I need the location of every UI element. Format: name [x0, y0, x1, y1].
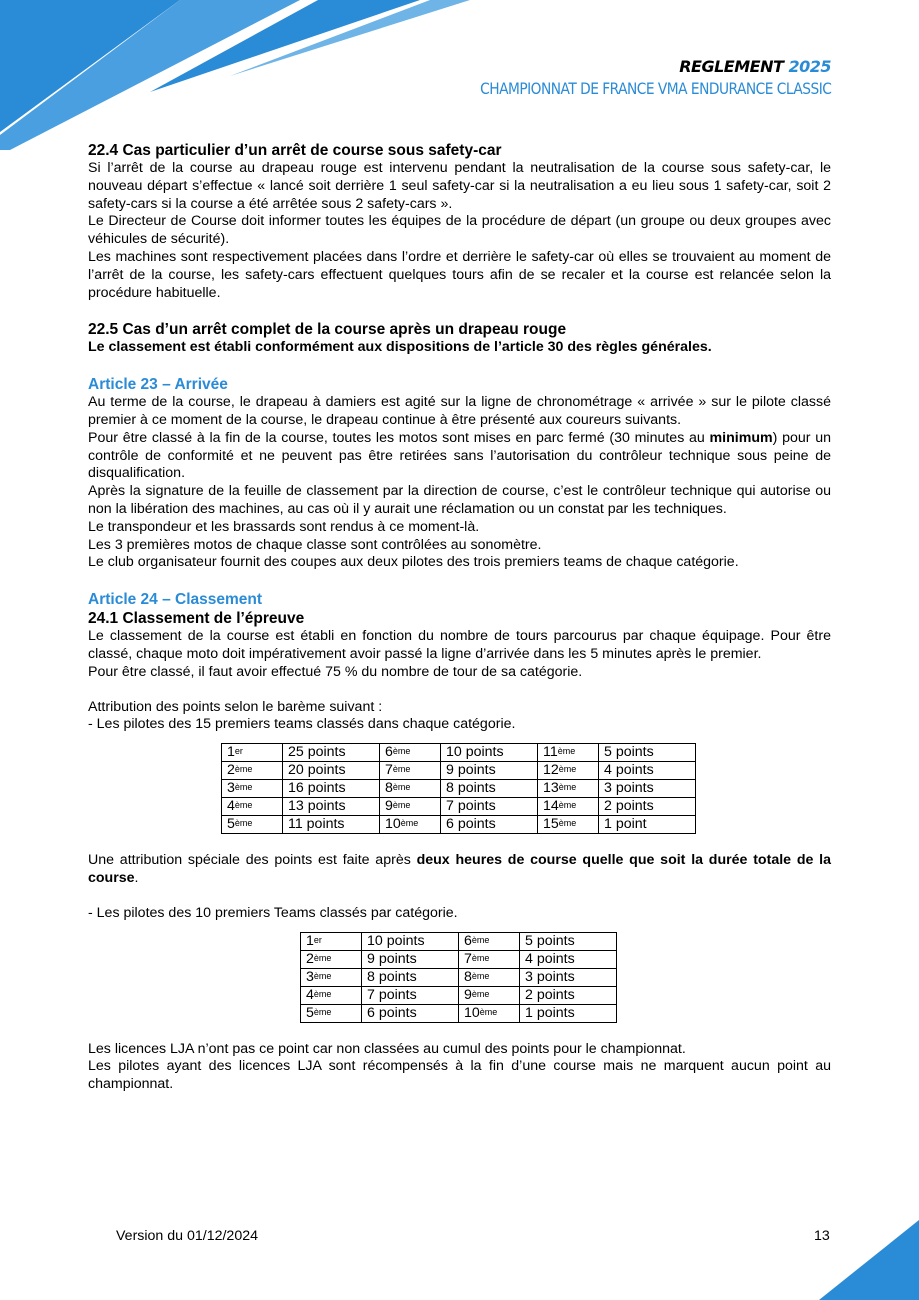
section-22-4-heading: 22.4 Cas particulier d’un arrêt de course sous safety-car — [88, 142, 502, 159]
article-24-heading: Article 24 – Classement — [88, 591, 263, 609]
points-cell: 25 points — [283, 744, 380, 762]
document-header — [423, 56, 831, 100]
points-cell: 20 points — [283, 762, 380, 780]
points-cell: 1 points — [520, 1004, 617, 1022]
points-cell: 6 points — [362, 1004, 459, 1022]
championship-name: CHAMPIONNAT DE FRANCE VMA ENDURANCE CLASSIC — [479, 79, 831, 98]
section-24-1-heading: 24.1 Classement de l’épreuve — [88, 610, 305, 628]
table-row — [301, 932, 617, 950]
paragraph: Les pilotes ayant des licences LJA sont récompensés à la fin d’une course mais ne marquent aucun point au championnat. — [88, 1058, 831, 1093]
paragraph: Le Directeur de Course doit informer toutes les équipes de la procédure de départ (un groupe ou deux groupes avec véhicules de sécurité). — [88, 213, 831, 248]
paragraph: Au terme de la course, le drapeau à damiers est agité sur la ligne de chronométrage « arrivée » sur le pilote classé premier à ce moment de la course, le drapeau continue à être présenté aux coureurs suivants. — [88, 394, 831, 428]
paragraph: Attribution des points selon le barème suivant : — [88, 698, 383, 715]
points-cell: 9 points — [441, 762, 538, 780]
section-22-5-heading: 22.5 Cas d’un arrêt complet de la course après un drapeau rouge — [88, 321, 567, 339]
paragraph: Les 3 premières motos de chaque classe sont contrôlées au sonomètre. — [88, 536, 542, 553]
rank-cell: 15ème — [538, 816, 599, 834]
rank-cell: 7ème — [459, 950, 520, 968]
paragraph: Après la signature de la feuille de classement par la direction de course, c’est le contrôleur technique qui autorise ou non la libération des machines, au cas où il y aurait une réclamation ou un constat par les techniques. — [88, 483, 831, 517]
paragraph: Pour être classé, il faut avoir effectué 75 % du nombre de tour de sa catégorie. — [88, 663, 583, 680]
table-row — [222, 816, 696, 834]
rank-cell: 9ème — [380, 798, 441, 816]
rank-cell: 8ème — [459, 968, 520, 986]
points-cell: 2 points — [599, 798, 696, 816]
header-title — [423, 56, 831, 78]
rank-cell: 2ème — [301, 950, 362, 968]
rank-cell: 6ème — [380, 744, 441, 762]
rank-cell: 10ème — [459, 1004, 520, 1022]
points-cell: 5 points — [599, 744, 696, 762]
rank-cell: 11ème — [538, 744, 599, 762]
points-cell: 10 points — [362, 932, 459, 950]
table-row — [301, 968, 617, 986]
regulation-label: REGLEMENT — [679, 57, 784, 76]
paragraph: Le classement est établi conformément aux dispositions de l’article 30 des règles générales. — [88, 339, 712, 356]
points-cell: 5 points — [520, 932, 617, 950]
paragraph: Les licences LJA n’ont pas ce point car non classées au cumul des points pour le championnat. — [88, 1040, 686, 1057]
points-cell: 8 points — [362, 968, 459, 986]
footer-corner-decoration — [819, 1220, 919, 1300]
table-row — [301, 1004, 617, 1022]
points-cell: 3 points — [599, 780, 696, 798]
rank-cell: 5ème — [222, 816, 283, 834]
rank-cell: 1er — [301, 932, 362, 950]
points-cell: 13 points — [283, 798, 380, 816]
rank-cell: 4ème — [301, 986, 362, 1004]
table-row — [222, 798, 696, 816]
rank-cell: 4ème — [222, 798, 283, 816]
points-cell: 1 point — [599, 816, 696, 834]
table-row — [301, 950, 617, 968]
document-body — [88, 141, 831, 1094]
paragraph: Le transpondeur et les brassards sont rendus à ce moment-là. — [88, 518, 480, 535]
paragraph: Le club organisateur fournit des coupes aux deux pilotes des trois premiers teams de chaque catégorie. — [88, 554, 739, 571]
points-cell: 2 points — [520, 986, 617, 1004]
rank-cell: 3ème — [222, 780, 283, 798]
rank-cell: 1er — [222, 744, 283, 762]
page-number: 13 — [814, 1228, 830, 1244]
points-cell: 3 points — [520, 968, 617, 986]
points-cell: 7 points — [441, 798, 538, 816]
rank-cell: 2ème — [222, 762, 283, 780]
rank-cell: 7ème — [380, 762, 441, 780]
header-stripes-decoration — [0, 0, 480, 150]
table-row — [222, 744, 696, 762]
points-cell: 7 points — [362, 986, 459, 1004]
paragraph: Le classement de la course est établi en fonction du nombre de tours parcourus par chaque équipage. Pour être classé, chaque moto doit impérativement avoir passé la ligne d’arrivée dans les 5 minutes après le premier. — [88, 628, 831, 662]
rank-cell: 13ème — [538, 780, 599, 798]
points-table-15-teams — [221, 743, 696, 834]
points-cell: 11 points — [283, 816, 380, 834]
rank-cell: 8ème — [380, 780, 441, 798]
paragraph: - Les pilotes des 10 premiers Teams classés par catégorie. — [88, 904, 458, 921]
points-table-10-teams — [300, 932, 617, 1023]
rank-cell: 12ème — [538, 762, 599, 780]
rank-cell: 10ème — [380, 816, 441, 834]
points-cell: 4 points — [520, 950, 617, 968]
rank-cell: 14ème — [538, 798, 599, 816]
rank-cell: 6ème — [459, 932, 520, 950]
table-row — [222, 780, 696, 798]
points-cell: 4 points — [599, 762, 696, 780]
rank-cell: 5ème — [301, 1004, 362, 1022]
points-cell: 9 points — [362, 950, 459, 968]
points-cell: 6 points — [441, 816, 538, 834]
rank-cell: 3ème — [301, 968, 362, 986]
table-row — [301, 986, 617, 1004]
paragraph: Les machines sont respectivement placées dans l’ordre et derrière le safety-car où elles se trouvaient au moment de l’arrêt de la course, les safety-cars effectuent quelques tours afin de se recaler et la course est relancée selon la procédure habituelle. — [88, 248, 831, 301]
rank-cell: 9ème — [459, 986, 520, 1004]
article-23-heading: Article 23 – Arrivée — [88, 376, 228, 394]
points-cell: 10 points — [441, 744, 538, 762]
paragraph: Une attribution spéciale des points est faite après deux heures de course quelle que soit la durée totale de la course. — [88, 852, 831, 886]
table-row — [222, 762, 696, 780]
paragraph: Si l’arrêt de la course au drapeau rouge est intervenu pendant la neutralisation de la course sous safety-car, le nouveau départ s’effectue « lancé soit derrière 1 seul safety-car si la neutralisation a eu lieu sous 1 safety-car, soit 2 safety-cars si la course a été arrêtée sous 2 safety-cars ». — [88, 160, 831, 212]
paragraph: Pour être classé à la fin de la course, toutes les motos sont mises en parc fermé (30 minutes au minimum) pour un contrôle de conformité et ne peuvent pas être retirées sans l’autorisation du contrôleur technique sous peine de disqualification. — [88, 429, 831, 482]
regulation-year: 2025 — [788, 57, 831, 76]
points-cell: 16 points — [283, 780, 380, 798]
paragraph: - Les pilotes des 15 premiers teams classés dans chaque catégorie. — [88, 716, 516, 733]
points-cell: 8 points — [441, 780, 538, 798]
footer-version: Version du 01/12/2024 — [116, 1228, 258, 1244]
